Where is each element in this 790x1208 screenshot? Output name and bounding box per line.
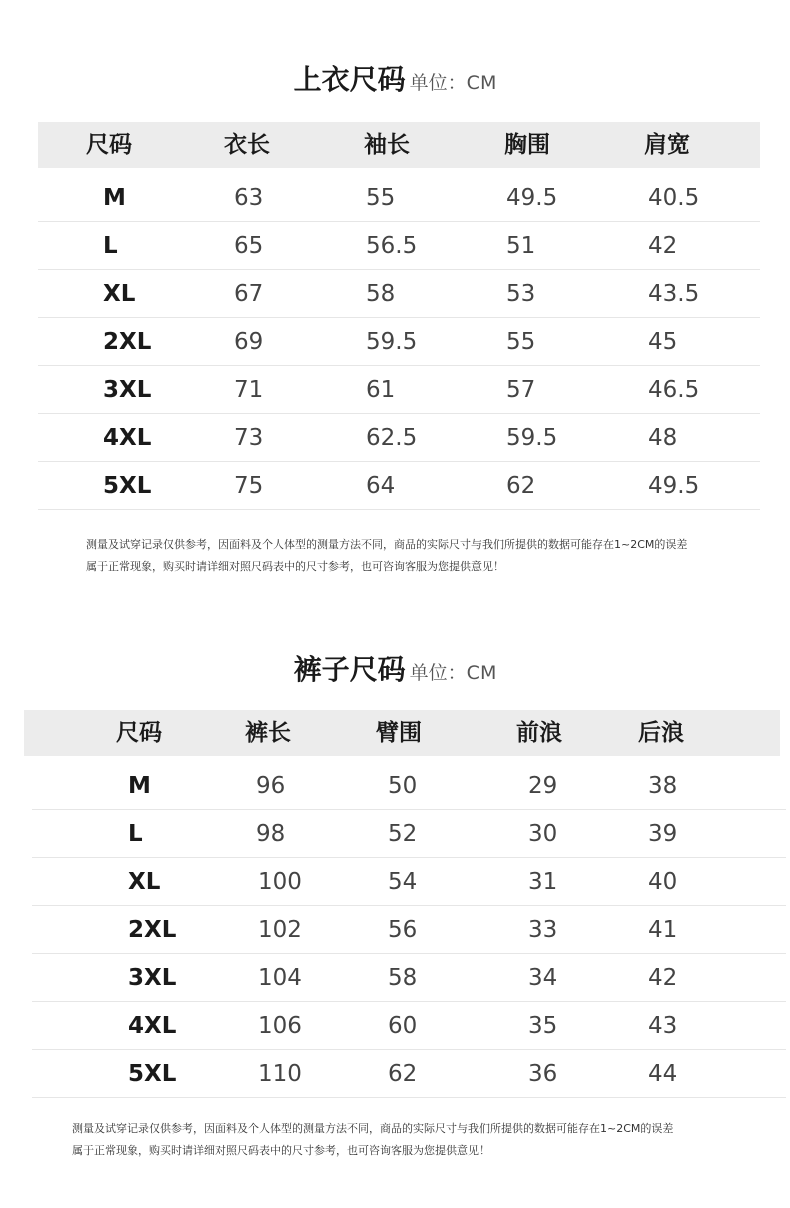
size-cell: L	[103, 233, 118, 259]
row-divider	[32, 1097, 786, 1098]
pants-header-length: 裤长	[245, 720, 291, 746]
value-cell: 54	[388, 869, 418, 895]
top-disclaimer-line2: 属于正常现象，购买时请详细对照尺码表中的尺寸参考，也可咨询客服为您提供意见！	[86, 560, 504, 573]
value-cell: 50	[388, 773, 418, 799]
value-cell: 43	[648, 1013, 678, 1039]
value-cell: 35	[528, 1013, 558, 1039]
size-cell: 2XL	[128, 917, 177, 943]
value-cell: 43.5	[648, 281, 700, 307]
table-row	[32, 810, 786, 858]
table-row	[32, 954, 786, 1002]
size-cell: 4XL	[103, 425, 152, 451]
value-cell: 102	[258, 917, 302, 943]
value-cell: 100	[258, 869, 302, 895]
value-cell: 64	[366, 473, 396, 499]
value-cell: 59.5	[366, 329, 418, 355]
size-cell: 2XL	[103, 329, 152, 355]
value-cell: 96	[256, 773, 286, 799]
value-cell: 59.5	[506, 425, 558, 451]
value-cell: 49.5	[648, 473, 700, 499]
pants-disclaimer-line2: 属于正常现象，购买时请详细对照尺码表中的尺寸参考，也可咨询客服为您提供意见！	[72, 1144, 490, 1157]
pants-unit-text: 单位：CM	[409, 662, 497, 684]
size-cell: 5XL	[103, 473, 152, 499]
value-cell: 44	[648, 1061, 678, 1087]
value-cell: 56.5	[366, 233, 418, 259]
value-cell: 42	[648, 233, 678, 259]
value-cell: 110	[258, 1061, 302, 1087]
value-cell: 67	[234, 281, 264, 307]
top-header-chest: 胸围	[504, 132, 550, 158]
value-cell: 30	[528, 821, 558, 847]
value-cell: 39	[648, 821, 678, 847]
value-cell: 69	[234, 329, 264, 355]
pants-disclaimer-line1: 测量及试穿记录仅供参考，因面料及个人体型的测量方法不同，商品的实际尺寸与我们所提供的数据可能存在1~2CM的误差	[72, 1122, 674, 1135]
value-cell: 98	[256, 821, 286, 847]
size-cell: M	[103, 185, 126, 211]
pants-header-size: 尺码	[116, 720, 162, 746]
value-cell: 55	[366, 185, 396, 211]
value-cell: 51	[506, 233, 536, 259]
value-cell: 57	[506, 377, 536, 403]
pants-header-arm: 臂围	[376, 720, 422, 746]
size-cell: 5XL	[128, 1061, 177, 1087]
value-cell: 62	[388, 1061, 418, 1087]
top-disclaimer-line1: 测量及试穿记录仅供参考，因面料及个人体型的测量方法不同，商品的实际尺寸与我们所提供的数据可能存在1~2CM的误差	[86, 538, 688, 551]
value-cell: 65	[234, 233, 264, 259]
pants-size-title	[0, 648, 790, 688]
value-cell: 61	[366, 377, 396, 403]
size-cell: M	[128, 773, 151, 799]
size-cell: XL	[103, 281, 136, 307]
value-cell: 38	[648, 773, 678, 799]
value-cell: 63	[234, 185, 264, 211]
top-unit-text: 单位：CM	[409, 72, 497, 94]
size-cell: 3XL	[128, 965, 177, 991]
top-title-text: 上衣尺码	[293, 63, 406, 96]
pants-disclaimer	[72, 1118, 673, 1162]
table-row	[32, 1002, 786, 1050]
value-cell: 104	[258, 965, 302, 991]
value-cell: 58	[366, 281, 396, 307]
value-cell: 71	[234, 377, 264, 403]
top-header-shoulder: 肩宽	[644, 132, 690, 158]
value-cell: 56	[388, 917, 418, 943]
value-cell: 52	[388, 821, 418, 847]
table-row	[32, 762, 786, 810]
value-cell: 36	[528, 1061, 558, 1087]
top-header-length: 衣长	[224, 132, 270, 158]
value-cell: 75	[234, 473, 264, 499]
table-row	[32, 858, 786, 906]
value-cell: 42	[648, 965, 678, 991]
size-cell: L	[128, 821, 143, 847]
size-cell: 4XL	[128, 1013, 177, 1039]
top-header-sleeve: 袖长	[364, 132, 410, 158]
value-cell: 58	[388, 965, 418, 991]
value-cell: 60	[388, 1013, 418, 1039]
size-cell: 3XL	[103, 377, 152, 403]
pants-table-header	[24, 710, 780, 756]
value-cell: 106	[258, 1013, 302, 1039]
value-cell: 62.5	[366, 425, 418, 451]
value-cell: 45	[648, 329, 678, 355]
pants-header-back-rise: 后浪	[638, 720, 684, 746]
value-cell: 55	[506, 329, 536, 355]
value-cell: 40	[648, 869, 678, 895]
size-cell: XL	[128, 869, 161, 895]
top-header-size: 尺码	[86, 132, 132, 158]
value-cell: 49.5	[506, 185, 558, 211]
value-cell: 33	[528, 917, 558, 943]
table-row	[32, 1050, 786, 1098]
value-cell: 31	[528, 869, 558, 895]
pants-title-text: 裤子尺码	[293, 653, 406, 686]
table-row	[32, 906, 786, 954]
value-cell: 73	[234, 425, 264, 451]
value-cell: 46.5	[648, 377, 700, 403]
pants-header-front-rise: 前浪	[516, 720, 562, 746]
value-cell: 40.5	[648, 185, 700, 211]
value-cell: 29	[528, 773, 558, 799]
value-cell: 48	[648, 425, 678, 451]
value-cell: 62	[506, 473, 536, 499]
value-cell: 41	[648, 917, 678, 943]
value-cell: 53	[506, 281, 536, 307]
value-cell: 34	[528, 965, 558, 991]
